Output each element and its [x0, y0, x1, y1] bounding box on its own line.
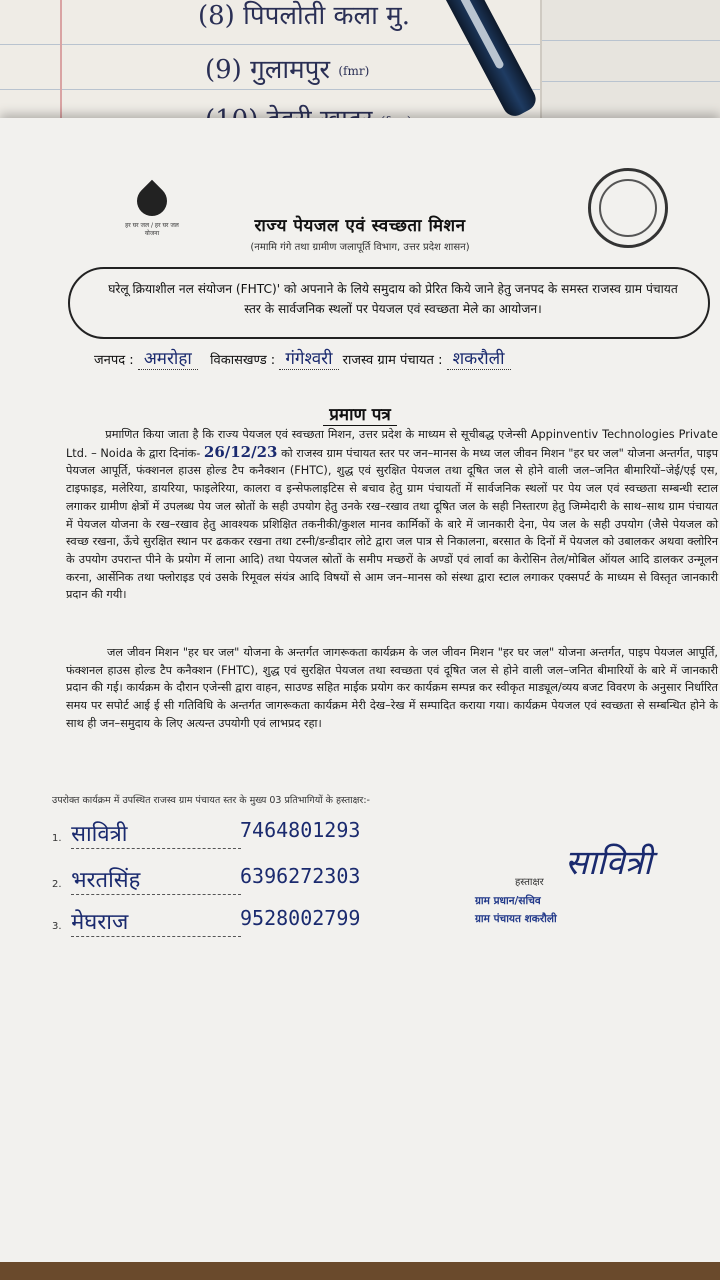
panchayat-value: शकरौली: [447, 349, 511, 370]
org-title: राज्य पेयजल एवं स्वच्छता मिशन: [254, 216, 466, 236]
participant-signature: भरतसिंह: [71, 864, 241, 895]
participant-row: [52, 864, 432, 904]
notebook-line-num: (9): [205, 55, 242, 85]
district-label: जनपद :: [94, 353, 134, 368]
participant-phone: 7464801293: [240, 818, 361, 842]
notebook-line-text: गुलामपुर: [250, 55, 331, 85]
paragraph-1-start: प्रमाणित किया जाता है कि राज्य पेयजल एवं स्वच्छता मिशन, उत्तर प्रदेश के माध्यम से सूचीबद्ध एजेन्सी Appinventiv Technologies Private Ltd. – Noida के द्वारा दिनांक-: [66, 428, 718, 460]
notebook-line-num: (8): [198, 1, 235, 31]
notebook-line-text: पिपलोती कला मु.: [243, 1, 410, 31]
block-value: गंगेश्वरी: [279, 349, 338, 370]
certificate-paragraph-2: [66, 644, 718, 733]
participant-row: [52, 906, 432, 946]
certificate-paragraph-1: [66, 426, 718, 604]
signatory-panchayat: ग्राम पंचायत शकरौली: [475, 913, 557, 925]
participant-signature: मेघराज: [71, 906, 241, 937]
block-label: विकासखण्ड :: [210, 353, 276, 368]
signatory-role: ग्राम प्रधान/सचिव: [475, 895, 541, 907]
certificate-sheet: [0, 118, 720, 1268]
signature-label: हस्ताक्षर: [515, 877, 544, 888]
panchayat-label: राजस्व ग्राम पंचायत :: [342, 353, 443, 368]
participant-number: 1.: [52, 833, 62, 844]
org-subtitle: (नमामि गंगे तथा ग्रामीण जलापूर्ति विभाग, उत्तर प्रदेश शासन): [250, 242, 470, 253]
certificate-title-text: प्रमाण पत्र: [323, 405, 397, 426]
paragraph-2-text: जल जीवन मिशन "हर घर जल" योजना के अन्तर्गत जागरूकता कार्यक्रम के जल जीवन मिशन "हर घर जल" योजना अन्तर्गत, पाइप पेयजल आपूर्ति, फंक्शनल हाउस होल्ड टैप कनैक्शन (FHTC), शुद्ध एवं सुरक्षित पेयजल तथा स्वच्छता एवं दूषित जल से होने वाली जल–जनित बीमारियों के बारे में जानकारी प्रदान की गई। कार्यक्रम के दौरान एजेन्सी द्वारा वाहन, साउण्ड सहित माईक प्रयोग कर कार्यक्रम सम्पन्न कर स्वीकृत माड्यूल/व्यय बजट विवरण के अनुसार निर्धारित समय पर सपोर्ट आई ई सी गतिविधि के अन्तर्गत जागरूकता कार्यक्रम मेरी देख–रेख में सम्पादित कराया गया। कार्यक्रम पेयजल एवं स्वच्छता से सम्बन्धित होने के साथ ही जन–समुदाय के लिए अत्यन्त उपयोगी एवं लाभप्रद रहा।: [66, 646, 718, 730]
pen: [430, 0, 540, 120]
table-edge: [0, 1262, 720, 1280]
pen-clip: [446, 0, 505, 70]
up-government-seal-icon: [588, 168, 668, 248]
participant-signature: सावित्री: [71, 818, 241, 849]
event-date: 26/12/23: [203, 442, 278, 461]
participant-number: 3.: [52, 921, 62, 932]
notebook-line-2: [205, 50, 369, 86]
notebook-line-1: [198, 0, 410, 32]
participant-row: [52, 818, 432, 858]
district-value: अमरोहा: [138, 349, 198, 370]
banner-text: घरेलू क्रियाशील नल संयोजन (FHTC)' को अपनाने के लिये समुदाय को प्रेरित किये जाने हेतु जनपद के समस्त राजस्व ग्राम पंचायत स्तर के सार्वजनिक स्थलों पर पेयजल एवं स्वच्छता मेले का आयोजन।: [108, 282, 678, 316]
paragraph-1-rest: को राजस्व ग्राम पंचायत स्तर पर जन–मानस के मध्य जल जीवन मिशन "हर घर जल" योजना अन्तर्गत, पाइप पेयजल आपूर्ति, फंक्शनल हाउस होल्ड टैप कनैक्शन (FHTC), शुद्ध एवं सुरक्षित पेयजल तथा दूषित जल से होने वाली जल–जनित बीमारियों–जेई/एई एस, टाइफाइड, मलेरिया, डायरिया, फाइलेरिया, कालरा व इन्सेफलाइटिस से बचाव हेतु ग्राम पंचायतों में सार्वजनिक स्थलों पर पेय जल एवं स्वच्छता सम्बन्धी स्टाल लगाकर ग्रामीण क्षेत्रों में उपलब्ध पेय जल स्रोतों के सही उपयोग हेतु उनके रख–रखाव तथा दूषित जल के सही निस्तारण हेतु जिम्मेदारी के साथ–साथ ग्राम पंचायत में पेयजल योजना के रख–रखाव हेतु आवश्यक प्रशिक्षित तकनीकी/कुशल मानव कार्मिकों के बारे में जानकारी देना, पेय जल के सही उपयोग (जैसे पेयजल को स्वच्छ रखना, ऊँचे सुरक्षित स्थान पर ढककर रखना तथा टस्नी/डन्डीदार लोटे द्वारा जल पात्र से निकालना, बरसात के दिनों में पेयजल को उबालकर अथवा क्लोरिन के उपयोग उपरान्त पीने के प्रयोग में लाना आदि) तथा पेयजल स्रोतों के समीप मच्छरों के अण्डों एवं लार्वा का केरोसिन तेल/मोबिल ऑयल आदि डालकर उन्मूलन करना, आर्सेनिक तथा फ्लोराइड एवं उसके रिमूवल संयंत्र आदि विषयों से आम जन–मानस को संस्था द्वारा स्टाल लगाकर एक्सपर्ट के माध्यम से विस्तृत जानकारी प्रदान की गयी।: [66, 446, 718, 602]
notebook-line-mark: (fmr): [338, 64, 370, 78]
event-banner: [68, 267, 710, 339]
participant-phone: 9528002799: [240, 906, 361, 930]
participant-phone: 6396272303: [240, 864, 361, 888]
pradhan-signature: सावित्री: [565, 843, 653, 883]
certificate-title: [0, 402, 720, 425]
participant-number: 2.: [52, 879, 62, 890]
participants-intro: उपरोक्त कार्यक्रम में उपस्थित राजस्व ग्राम पंचायत स्तर के मुख्य 03 प्रतिभागियों के हस्ताक्षर:-: [52, 795, 370, 806]
location-fields: [94, 346, 714, 369]
logo-caption: हर घर जल / हर घर जल योजना: [125, 222, 179, 237]
